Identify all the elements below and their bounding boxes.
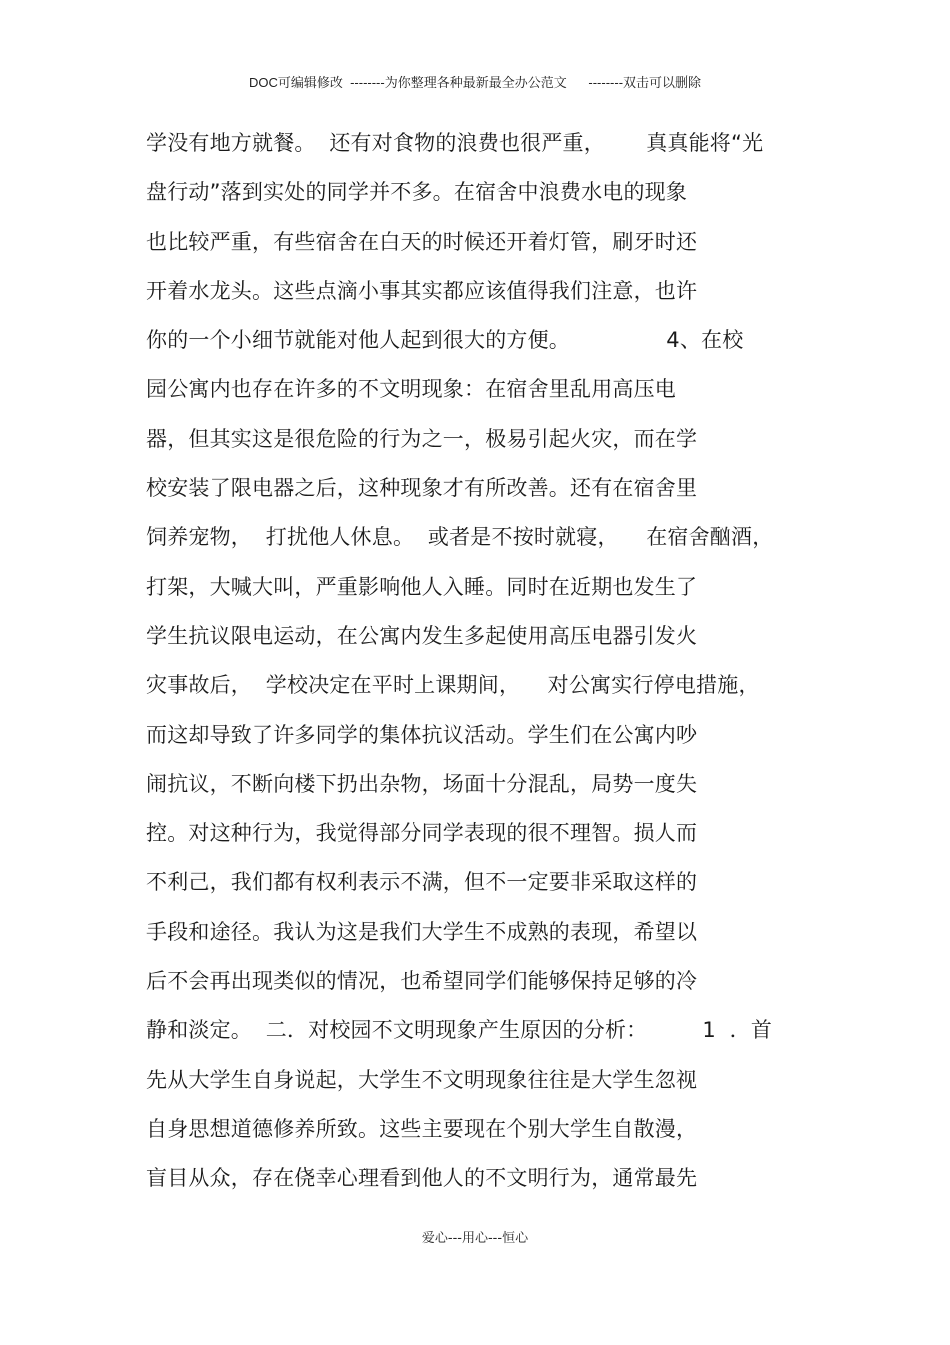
- text-line: 开着水龙头。这些点滴小事其实都应该值得我们注意，也许: [146, 278, 698, 303]
- text-line: 先从大学生自身说起，大学生不文明现象往往是大学生忽视: [146, 1067, 698, 1092]
- text-line: 闹抗议，不断向楼下扔出杂物，场面十分混乱，局势一度失: [146, 771, 698, 796]
- text-line: 你的一个小细节就能对他人起到很大的方便。 4、在校: [146, 328, 744, 353]
- text-line: 器，但其实这是很危险的行为之一，极易引起火灾，而在学: [146, 426, 698, 451]
- text-line: 而这却导致了许多同学的集体抗议活动。学生们在公寓内吵: [146, 722, 698, 747]
- page-header: DOC可编辑修改 --------为你整理各种最新最全办公范文 --------双击可以删除: [248, 75, 702, 90]
- page-footer: 爱心---用心---恒心: [421, 1231, 529, 1246]
- document-body: [146, 120, 846, 1205]
- text-line: 灾事故后， 学校决定在平时上课期间， 对公寓实行停电措施，: [146, 673, 760, 698]
- text-line: 自身思想道德修养所致。这些主要现在个别大学生自散漫，: [146, 1116, 698, 1141]
- text-line: 控。对这种行为，我觉得部分同学表现的很不理智。损人而: [146, 821, 698, 846]
- text-line: 学生抗议限电运动，在公寓内发生多起使用高压电器引发火: [146, 623, 698, 648]
- text-line: 盲目从众，存在侥幸心理看到他人的不文明行为，通常最先: [146, 1166, 698, 1191]
- text-line: 不利己，我们都有权利表示不满，但不一定要非采取这样的: [146, 870, 698, 895]
- text-line: 饲养宠物， 打扰他人休息。 或者是不按时就寝， 在宿舍酗酒，: [146, 525, 774, 550]
- text-line: 打架，大喊大叫，严重影响他人入睡。同时在近期也发生了: [146, 574, 698, 599]
- text-line: 静和淡定。 二．对校园不文明现象产生原因的分析： 1 ．首: [146, 1018, 773, 1043]
- text-line: 学没有地方就餐。 还有对食物的浪费也很严重， 真真能将“光: [146, 131, 764, 155]
- text-line: 后不会再出现类似的情况，也希望同学们能够保持足够的冷: [146, 969, 698, 994]
- text-line: 校安装了限电器之后，这种现象才有所改善。还有在宿舍里: [146, 476, 698, 501]
- text-line: 盘行动”落到实处的同学并不多。在宿舍中浪费水电的现象: [146, 180, 688, 205]
- text-line: 手段和途径。我认为这是我们大学生不成熟的表现，希望以: [146, 919, 698, 944]
- text-line: 园公寓内也存在许多的不文明现象：在宿舍里乱用高压电: [146, 377, 676, 402]
- text-line: 也比较严重，有些宿舍在白天的时候还开着灯管，刷牙时还: [146, 229, 698, 254]
